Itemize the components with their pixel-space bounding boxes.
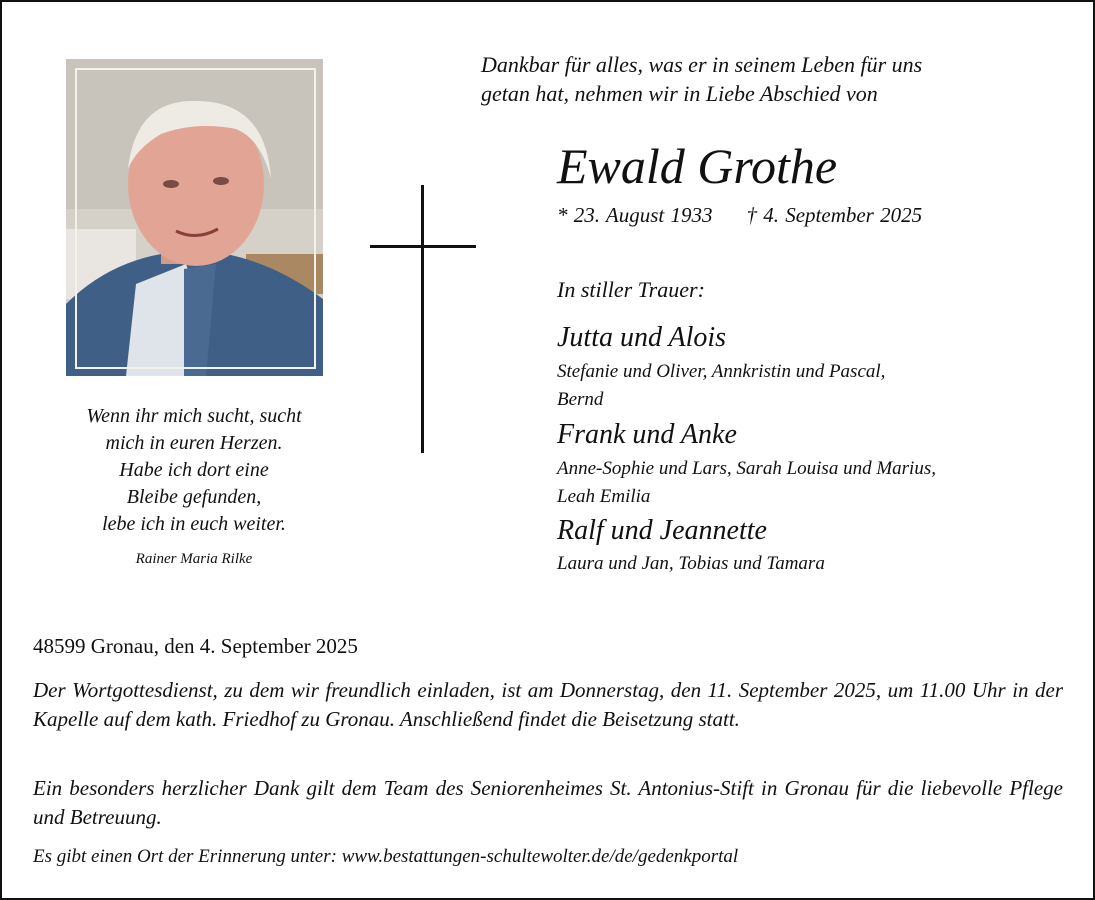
photo-border bbox=[75, 68, 316, 369]
poem-line: lebe ich in euch weiter. bbox=[102, 513, 286, 535]
poem-line: Wenn ihr mich sucht, sucht bbox=[86, 405, 302, 427]
poem-author: Rainer Maria Rilke bbox=[135, 551, 253, 567]
death-date: † 4. September 2025 bbox=[746, 203, 923, 227]
poem bbox=[40, 403, 348, 538]
children-line: Anne-Sophie und Lars, Sarah Louisa und Marius, bbox=[557, 458, 936, 479]
children-line: Leah Emilia bbox=[557, 486, 651, 507]
family-children bbox=[557, 455, 936, 511]
children-line: Laura und Jan, Tobias und Tamara bbox=[557, 553, 825, 574]
poem-line: mich in euren Herzen. bbox=[105, 432, 283, 454]
cross-icon-horizontal bbox=[370, 245, 476, 248]
intro-text bbox=[481, 50, 922, 108]
cross-icon-vertical bbox=[421, 185, 424, 453]
intro-line: Dankbar für alles, was er in seinem Leben für uns bbox=[481, 52, 923, 77]
place-date: 48599 Gronau, den 4. September 2025 bbox=[33, 634, 358, 658]
birth-date: * 23. August 1933 bbox=[557, 203, 713, 227]
memorial-link-text: Es gibt einen Ort der Erinnerung unter: www.bestattungen-schultewolter.de/de/gedenkportal bbox=[33, 846, 739, 867]
family-children bbox=[557, 550, 825, 578]
children-line: Bernd bbox=[557, 389, 604, 410]
family-parents: Frank und Anke bbox=[557, 419, 737, 450]
life-dates bbox=[557, 203, 922, 228]
mourning-heading: In stiller Trauer: bbox=[557, 277, 705, 302]
family-children bbox=[557, 358, 885, 414]
thanks-text: Ein besonders herzlicher Dank gilt dem Team des Seniorenheimes St. Antonius-Stift in Gronau für die liebevolle Pflege und Betreuung. bbox=[33, 776, 1063, 829]
deceased-name: Ewald Grothe bbox=[557, 138, 838, 194]
family-parents: Ralf und Jeannette bbox=[557, 515, 767, 546]
children-line: Stefanie und Oliver, Annkristin und Pascal, bbox=[557, 361, 886, 382]
poem-line: Bleibe gefunden, bbox=[126, 486, 262, 508]
intro-line: getan hat, nehmen wir in Liebe Abschied von bbox=[481, 81, 878, 106]
service-text: Der Wortgottesdienst, zu dem wir freundlich einladen, ist am Donnerstag, den 11. September 2025, um 11.00 Uhr in der Kapelle auf dem kath. Friedhof zu Gronau. Anschließend findet die Beisetzung statt. bbox=[33, 678, 1063, 731]
family-parents: Jutta und Alois bbox=[557, 322, 727, 353]
poem-line: Habe ich dort eine bbox=[119, 459, 269, 481]
portrait-photo bbox=[66, 59, 323, 376]
